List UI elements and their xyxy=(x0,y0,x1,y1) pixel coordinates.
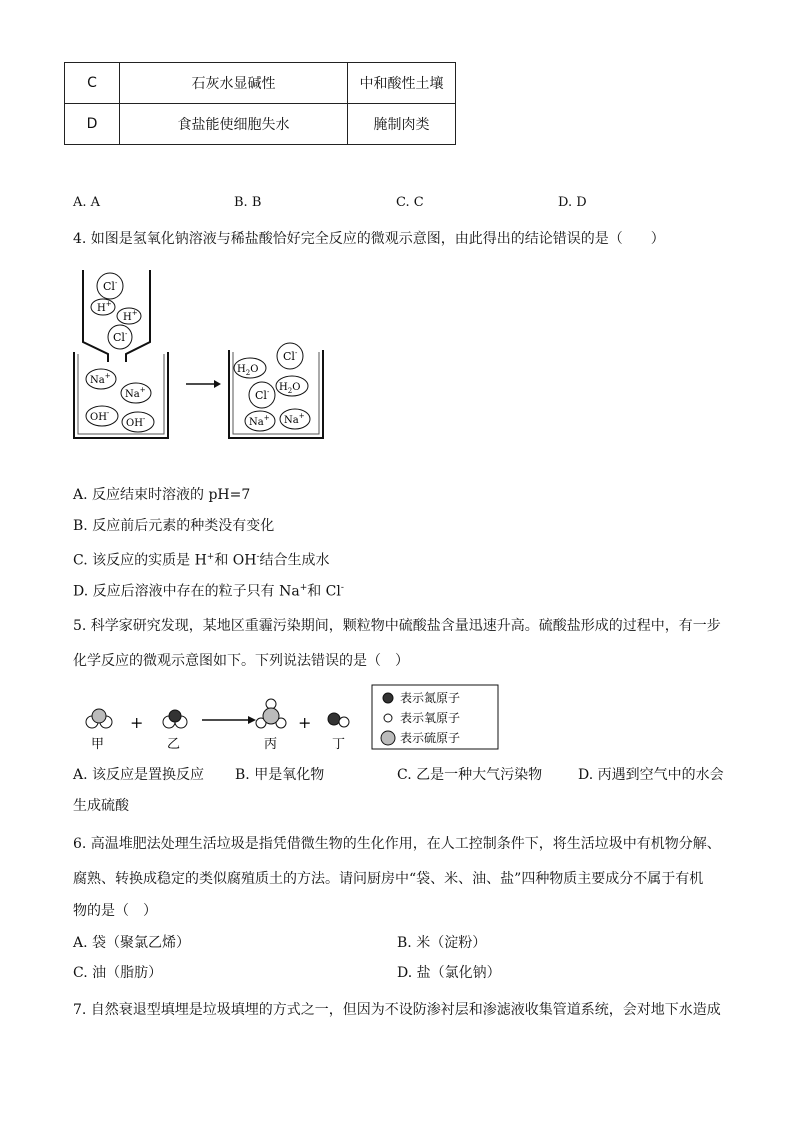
q5-option-c: C. 乙是一种大气污染物 xyxy=(397,767,543,783)
svg-text:H2O: $H_2O$ xyxy=(279,382,301,395)
label-jia: 甲 xyxy=(91,737,105,752)
hydrogen-ion xyxy=(117,308,141,324)
water-molecule xyxy=(276,376,308,396)
hydroxide-ion xyxy=(86,406,118,426)
svg-text:Na+: Na+ xyxy=(284,412,305,426)
q5-option-d-continued: 生成硫酸 xyxy=(73,798,129,814)
q5-option-d: D. 丙遇到空气中的水会 xyxy=(578,767,724,783)
hydroxide-ion xyxy=(122,412,154,432)
molecule-yi xyxy=(163,710,187,728)
svg-text:H2O: $H_2O$ xyxy=(237,364,259,377)
svg-text:Cl-: Cl- xyxy=(103,279,118,293)
q4-option-b: B. 反应前后元素的种类没有变化 xyxy=(73,518,275,534)
label-bing: 丙 xyxy=(264,737,278,752)
q5-stem-line2: 化学反应的微观示意图如下。下列说法错误的是（ ） xyxy=(73,653,409,669)
svg-text:Cl-: Cl- xyxy=(283,349,298,363)
q4-option-d: D. 反应后溶液中存在的粒子只有 Na+和 Cl- xyxy=(73,583,344,600)
q4-stem: 4. 如图是氢氧化钠溶液与稀盐酸恰好完全反应的微观示意图，由此得出的结论错误的是（ ） xyxy=(73,231,665,247)
hydrogen-ion xyxy=(91,299,115,315)
q6-stem-line3: 物的是（ ） xyxy=(73,903,157,919)
svg-text:Na+: Na+ xyxy=(90,372,111,386)
q3-option-c: C. C xyxy=(396,195,424,210)
svg-text:Cl-: Cl- xyxy=(113,330,128,344)
chloride-ion xyxy=(108,325,132,349)
q6-option-c: C. 油（脂肪） xyxy=(73,965,163,981)
svg-text:OH-: OH- xyxy=(126,415,146,429)
nitrogen-atom-icon xyxy=(383,693,393,703)
molecule-jia xyxy=(86,709,112,728)
sulfur-atom-icon xyxy=(381,731,395,745)
sodium-ion xyxy=(86,369,116,389)
q5-option-b: B. 甲是氧化物 xyxy=(235,767,325,783)
q5-stem-line1: 5. 科学家研究发现，某地区重霾污染期间，颗粒物中硫酸盐含量迅速升高。硫酸盐形成的过程中，有一步 xyxy=(73,618,721,634)
chloride-ion xyxy=(277,343,303,369)
properties-table xyxy=(64,62,456,145)
sodium-ion xyxy=(121,383,151,403)
q4-reaction-diagram xyxy=(68,262,358,444)
molecule-ding xyxy=(328,713,349,727)
table-cell-fact: 食盐能使细胞失水 xyxy=(120,104,348,145)
molecule-bing xyxy=(256,699,286,728)
table-cell-use: 中和酸性土壤 xyxy=(348,63,456,104)
q6-stem-line1: 6. 高温堆肥法处理生活垃圾是指凭借微生物的生化作用，在人工控制条件下，将生活垃圾中有机物分解、 xyxy=(73,836,721,852)
legend-nitrogen: 表示氮原子 xyxy=(400,691,461,705)
table-cell-label: D xyxy=(65,104,120,145)
svg-text:OH-: OH- xyxy=(90,409,110,423)
table-row xyxy=(65,63,456,104)
svg-text:H+: H+ xyxy=(123,309,138,323)
table-row xyxy=(65,104,456,145)
table-cell-use: 腌制肉类 xyxy=(348,104,456,145)
legend-sulfur: 表示硫原子 xyxy=(400,731,461,745)
oxygen-atom-icon xyxy=(384,714,392,722)
svg-text:Na+: Na+ xyxy=(125,386,146,400)
q3-option-d: D. D xyxy=(558,195,587,210)
label-ding: 丁 xyxy=(332,737,346,752)
q4-option-c: C. 该反应的实质是 H+和 OH-结合生成水 xyxy=(73,552,330,569)
q7-stem-line1: 7. 自然衰退型填埋是垃圾填埋的方式之一，但因为不设防渗衬层和渗滤液收集管道系统，会对地下水造成 xyxy=(73,1002,721,1018)
label-yi: 乙 xyxy=(167,737,181,752)
q5-reaction-diagram xyxy=(70,682,510,754)
water-molecule xyxy=(234,358,266,378)
table-cell-label: C xyxy=(65,63,120,104)
legend-oxygen: 表示氧原子 xyxy=(400,711,461,725)
sodium-ion xyxy=(280,409,310,429)
q6-option-d: D. 盐（氯化钠） xyxy=(397,965,501,981)
svg-text:H+: H+ xyxy=(97,300,112,314)
q6-option-a: A. 袋（聚氯乙烯） xyxy=(73,935,191,951)
plus-sign: + xyxy=(298,713,312,732)
chloride-ion xyxy=(97,273,123,299)
q6-option-b: B. 米（淀粉） xyxy=(397,935,487,951)
q3-option-b: B. B xyxy=(234,195,262,210)
q4-option-a: A. 反应结束时溶液的 pH=7 xyxy=(73,487,251,503)
q5-option-a: A. 该反应是置换反应 xyxy=(73,767,205,783)
svg-text:Na+: Na+ xyxy=(249,414,270,428)
svg-text:Cl-: Cl- xyxy=(255,388,270,402)
chloride-ion xyxy=(249,382,275,408)
plus-sign: + xyxy=(130,713,144,732)
q3-option-a: A. A xyxy=(73,195,101,210)
table-cell-fact: 石灰水显碱性 xyxy=(120,63,348,104)
q6-stem-line2: 腐熟、转换成稳定的类似腐殖质土的方法。请问厨房中“袋、米、油、盐”四种物质主要成分不属于有机 xyxy=(73,871,704,887)
sodium-ion xyxy=(245,411,275,431)
